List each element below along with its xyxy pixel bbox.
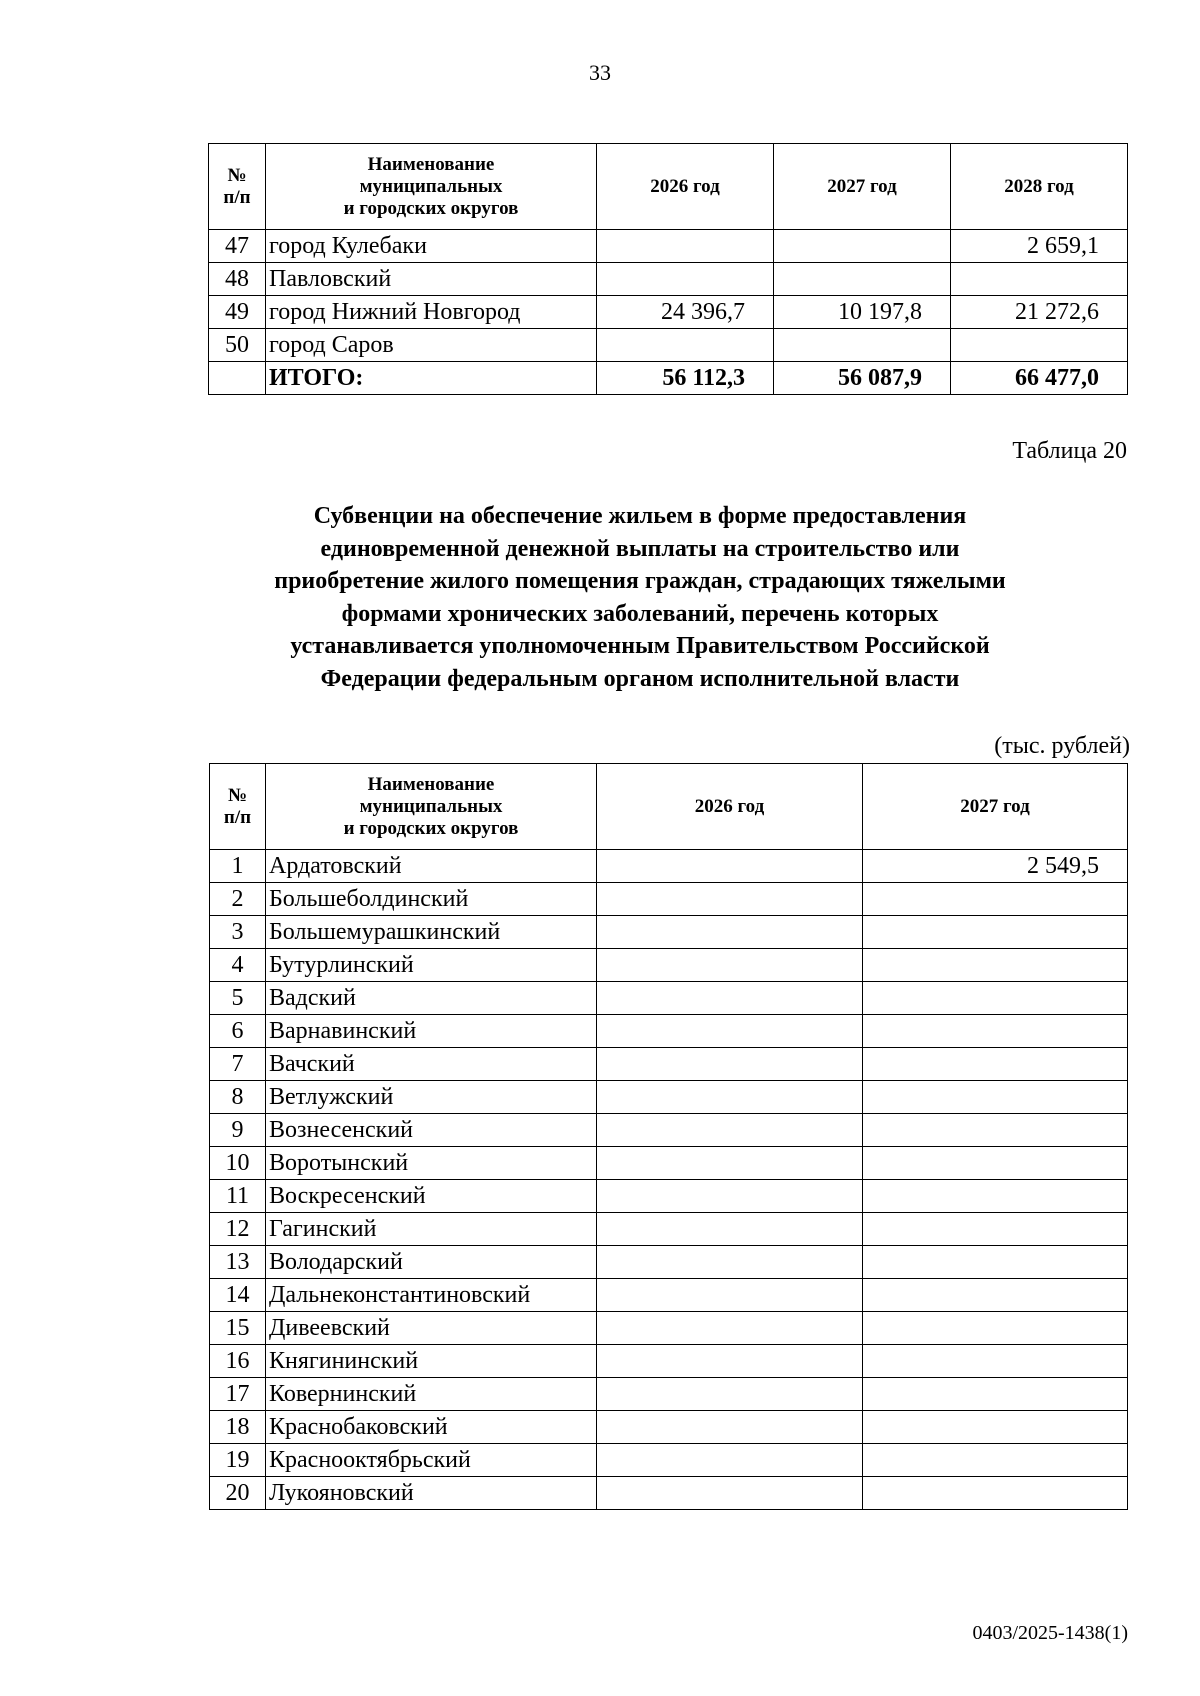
value-2027 bbox=[863, 1246, 1128, 1279]
row-number: 49 bbox=[209, 296, 266, 329]
row-name: Павловский bbox=[266, 263, 597, 296]
value-2028: 2 659,1 bbox=[951, 230, 1128, 263]
row-number: 4 bbox=[210, 949, 266, 982]
value-2026 bbox=[597, 329, 774, 362]
table-2 bbox=[209, 763, 1128, 1510]
value-2026 bbox=[597, 1213, 863, 1246]
table-row bbox=[210, 1279, 1128, 1312]
table-row bbox=[210, 883, 1128, 916]
value-2027 bbox=[863, 1081, 1128, 1114]
row-number: 17 bbox=[210, 1378, 266, 1411]
value-2026 bbox=[597, 883, 863, 916]
table-row bbox=[209, 230, 1128, 263]
col-header-name: Наименование муниципальных и городских округов bbox=[266, 764, 597, 850]
value-2027 bbox=[863, 1279, 1128, 1312]
value-2027 bbox=[863, 1213, 1128, 1246]
total-2028: 66 477,0 bbox=[951, 362, 1128, 395]
value-2026 bbox=[597, 1312, 863, 1345]
value-2026 bbox=[597, 1378, 863, 1411]
row-number: 16 bbox=[210, 1345, 266, 1378]
value-2027 bbox=[863, 883, 1128, 916]
row-number: 11 bbox=[210, 1180, 266, 1213]
row-number: 5 bbox=[210, 982, 266, 1015]
value-2026 bbox=[597, 916, 863, 949]
col-header-2028: 2028 год bbox=[951, 144, 1128, 230]
value-2027 bbox=[774, 230, 951, 263]
row-name: Краснооктябрьский bbox=[266, 1444, 597, 1477]
table-row bbox=[210, 1114, 1128, 1147]
row-name: Варнавинский bbox=[266, 1015, 597, 1048]
table-row bbox=[209, 296, 1128, 329]
row-number: 1 bbox=[210, 850, 266, 883]
value-2027 bbox=[863, 949, 1128, 982]
value-2027 bbox=[863, 916, 1128, 949]
row-name: Вадский bbox=[266, 982, 597, 1015]
row-name: Воротынский bbox=[266, 1147, 597, 1180]
value-2026 bbox=[597, 982, 863, 1015]
row-name: Дивеевский bbox=[266, 1312, 597, 1345]
total-row bbox=[209, 362, 1128, 395]
table-label: Таблица 20 bbox=[1012, 438, 1127, 464]
table-row bbox=[210, 850, 1128, 883]
row-name: Дальнеконстантиновский bbox=[266, 1279, 597, 1312]
title-line: устанавливается уполномоченным Правительством Российской bbox=[290, 633, 990, 659]
value-2026 bbox=[597, 1015, 863, 1048]
value-2026 bbox=[597, 1180, 863, 1213]
value-2027 bbox=[863, 982, 1128, 1015]
value-2026 bbox=[597, 949, 863, 982]
table-row bbox=[210, 1081, 1128, 1114]
value-2026 bbox=[597, 850, 863, 883]
table-1-header bbox=[209, 144, 1128, 230]
row-name: Гагинский bbox=[266, 1213, 597, 1246]
value-2026 bbox=[597, 1444, 863, 1477]
table-row bbox=[210, 1378, 1128, 1411]
value-2027 bbox=[863, 1048, 1128, 1081]
row-name: Воскресенский bbox=[266, 1180, 597, 1213]
table-row bbox=[210, 1345, 1128, 1378]
value-2026 bbox=[597, 1411, 863, 1444]
row-number: 9 bbox=[210, 1114, 266, 1147]
table-row bbox=[210, 1213, 1128, 1246]
row-name: Ветлужский bbox=[266, 1081, 597, 1114]
row-number: 7 bbox=[210, 1048, 266, 1081]
row-number: 3 bbox=[210, 916, 266, 949]
value-2026 bbox=[597, 1048, 863, 1081]
value-2027 bbox=[863, 1015, 1128, 1048]
title-line: формами хронических заболеваний, перечень которых bbox=[341, 600, 939, 627]
row-number: 15 bbox=[210, 1312, 266, 1345]
value-2027 bbox=[863, 1180, 1128, 1213]
col-header-2026: 2026 год bbox=[597, 144, 774, 230]
row-number: 47 bbox=[209, 230, 266, 263]
value-2027 bbox=[863, 1444, 1128, 1477]
row-number: 13 bbox=[210, 1246, 266, 1279]
row-number: 20 bbox=[210, 1477, 266, 1510]
value-2026 bbox=[597, 1114, 863, 1147]
value-2027 bbox=[863, 1378, 1128, 1411]
table-row bbox=[210, 1180, 1128, 1213]
value-2026 bbox=[597, 263, 774, 296]
row-name: город Нижний Новгород bbox=[266, 296, 597, 329]
row-name: Княгининский bbox=[266, 1345, 597, 1378]
row-number: 2 bbox=[210, 883, 266, 916]
title-line: Субвенции на обеспечение жильем в форме предоставления bbox=[313, 503, 967, 529]
table-row bbox=[209, 329, 1128, 362]
row-number: 50 bbox=[209, 329, 266, 362]
value-2026 bbox=[597, 230, 774, 263]
row-name: город Саров bbox=[266, 329, 597, 362]
col-header-name: Наименование муниципальных и городских округов bbox=[266, 144, 597, 230]
value-2026 bbox=[597, 1246, 863, 1279]
row-name: Вознесенский bbox=[266, 1114, 597, 1147]
row-name: Лукояновский bbox=[266, 1477, 597, 1510]
table-row bbox=[210, 1477, 1128, 1510]
table-1 bbox=[208, 143, 1128, 395]
row-number: 8 bbox=[210, 1081, 266, 1114]
row-number: 19 bbox=[210, 1444, 266, 1477]
table-row bbox=[210, 1444, 1128, 1477]
value-2026 bbox=[597, 1081, 863, 1114]
row-number: 48 bbox=[209, 263, 266, 296]
value-2026 bbox=[597, 1147, 863, 1180]
value-2028: 21 272,6 bbox=[951, 296, 1128, 329]
value-2027 bbox=[863, 1411, 1128, 1444]
row-name: Ардатовский bbox=[266, 850, 597, 883]
row-name: Краснобаковский bbox=[266, 1411, 597, 1444]
table-row bbox=[209, 263, 1128, 296]
table-row bbox=[210, 949, 1128, 982]
total-num bbox=[209, 362, 266, 395]
value-2027: 2 549,5 bbox=[863, 850, 1128, 883]
row-name: Бутурлинский bbox=[266, 949, 597, 982]
col-header-2026: 2026 год bbox=[597, 764, 863, 850]
col-header-2027: 2027 год bbox=[774, 144, 951, 230]
row-name: Вачский bbox=[266, 1048, 597, 1081]
table-row bbox=[210, 1312, 1128, 1345]
table-row bbox=[210, 1048, 1128, 1081]
page-number: 33 bbox=[589, 60, 611, 85]
title-line: Федерации федеральным органом исполнительной власти bbox=[320, 665, 960, 692]
row-name: Ковернинский bbox=[266, 1378, 597, 1411]
row-number: 18 bbox=[210, 1411, 266, 1444]
col-header-2027: 2027 год bbox=[863, 764, 1128, 850]
units-label: (тыс. рублей) bbox=[994, 733, 1130, 759]
title-line: единовременной денежной выплаты на строительство или bbox=[320, 535, 960, 562]
row-number: 6 bbox=[210, 1015, 266, 1048]
total-2027: 56 087,9 bbox=[774, 362, 951, 395]
value-2027 bbox=[863, 1114, 1128, 1147]
value-2027 bbox=[774, 329, 951, 362]
row-name: город Кулебаки bbox=[266, 230, 597, 263]
col-header-num: № п/п bbox=[210, 764, 266, 850]
total-label: ИТОГО: bbox=[266, 362, 597, 395]
row-number: 14 bbox=[210, 1279, 266, 1312]
table-title bbox=[200, 500, 1080, 695]
table-row bbox=[210, 1015, 1128, 1048]
value-2028 bbox=[951, 263, 1128, 296]
value-2027 bbox=[863, 1147, 1128, 1180]
footer-code: 0403/2025-1438(1) bbox=[972, 1622, 1128, 1644]
title-line: приобретение жилого помещения граждан, страдающих тяжелыми bbox=[274, 568, 1006, 594]
value-2026: 24 396,7 bbox=[597, 296, 774, 329]
total-2026: 56 112,3 bbox=[597, 362, 774, 395]
value-2027 bbox=[863, 1345, 1128, 1378]
value-2028 bbox=[951, 329, 1128, 362]
table-row bbox=[210, 916, 1128, 949]
row-name: Большеболдинский bbox=[266, 883, 597, 916]
value-2026 bbox=[597, 1279, 863, 1312]
value-2026 bbox=[597, 1345, 863, 1378]
row-name: Большемурашкинский bbox=[266, 916, 597, 949]
value-2027: 10 197,8 bbox=[774, 296, 951, 329]
table-2-header bbox=[210, 764, 1128, 850]
row-number: 10 bbox=[210, 1147, 266, 1180]
table-row bbox=[210, 982, 1128, 1015]
value-2027 bbox=[863, 1312, 1128, 1345]
row-number: 12 bbox=[210, 1213, 266, 1246]
row-name: Володарский bbox=[266, 1246, 597, 1279]
col-header-num: № п/п bbox=[209, 144, 266, 230]
value-2026 bbox=[597, 1477, 863, 1510]
value-2027 bbox=[863, 1477, 1128, 1510]
table-row bbox=[210, 1147, 1128, 1180]
table-row bbox=[210, 1411, 1128, 1444]
table-row bbox=[210, 1246, 1128, 1279]
value-2027 bbox=[774, 263, 951, 296]
